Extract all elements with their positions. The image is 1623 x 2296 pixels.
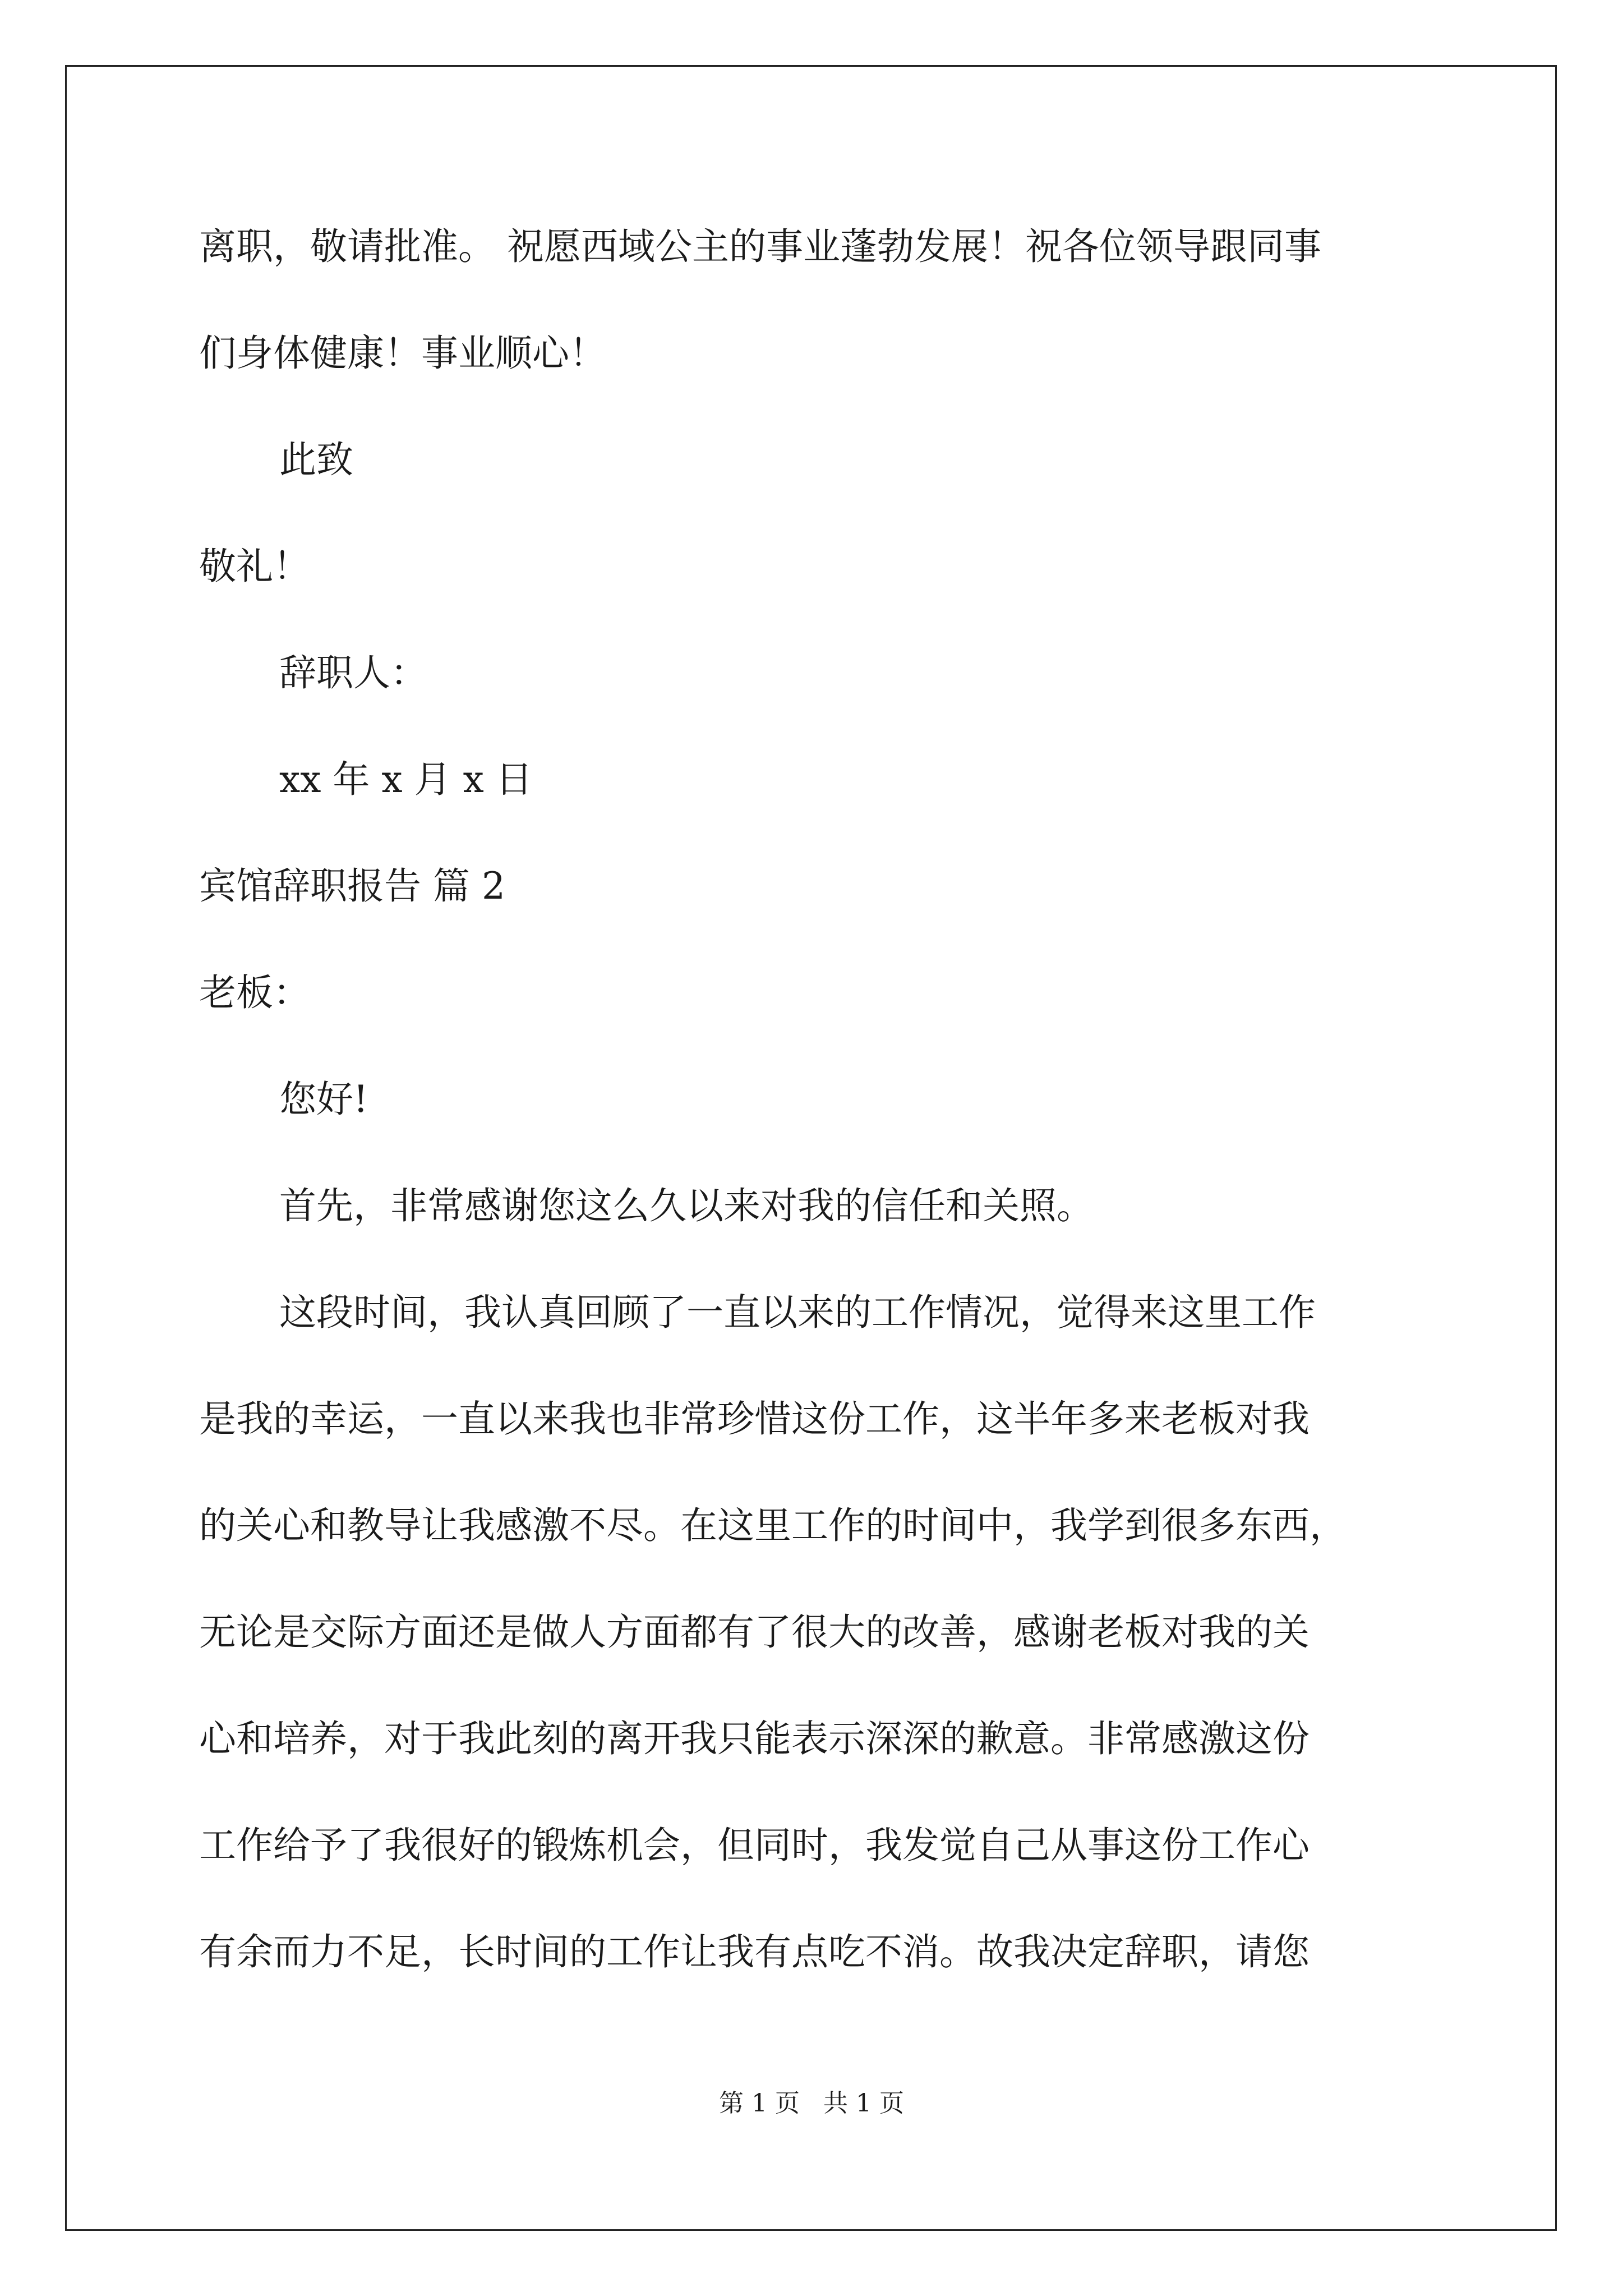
section-heading: 宾馆辞职报告 篇 2 (199, 864, 505, 908)
paragraph-line: 首先，非常感谢您这么久以来对我的信任和关照。 (279, 1184, 1094, 1227)
page-number-footer: 第 1 页 共 1 页 (719, 2089, 904, 2118)
page-border (65, 65, 1557, 2231)
greeting-line: 敬礼！ (199, 545, 310, 588)
salutation-line: 此致 (279, 438, 353, 481)
greeting-line: 您好! (279, 1078, 368, 1121)
paragraph-line: 心和培养，对于我此刻的离开我只能表示深深的歉意。非常感激这份 (199, 1717, 1310, 1760)
paragraph-line: 的关心和教导让我感激不尽。在这里工作的时间中，我学到很多东西， (199, 1504, 1347, 1547)
paragraph-line: 这段时间，我认真回顾了一直以来的工作情况，觉得来这里工作 (279, 1291, 1316, 1334)
body-line: 离职，敬请批准。 祝愿西域公主的事业蓬勃发展！祝各位领导跟同事 (199, 225, 1321, 268)
paragraph-line: 是我的幸运，一直以来我也非常珍惜这份工作，这半年多来老板对我 (199, 1397, 1310, 1441)
signer-label: 辞职人： (279, 651, 427, 694)
paragraph-line: 有余而力不足，长时间的工作让我有点吃不消。故我决定辞职，请您 (199, 1930, 1310, 1973)
recipient-line: 老板： (199, 971, 310, 1014)
paragraph-line: 工作给予了我很好的锻炼机会，但同时，我发觉自己从事这份工作心 (199, 1824, 1310, 1867)
date-line: xx 年 x 月 x 日 (279, 758, 533, 801)
paragraph-line: 无论是交际方面还是做人方面都有了很大的改善，感谢老板对我的关 (199, 1611, 1310, 1654)
body-line: 们身体健康！事业顺心！ (199, 332, 606, 375)
